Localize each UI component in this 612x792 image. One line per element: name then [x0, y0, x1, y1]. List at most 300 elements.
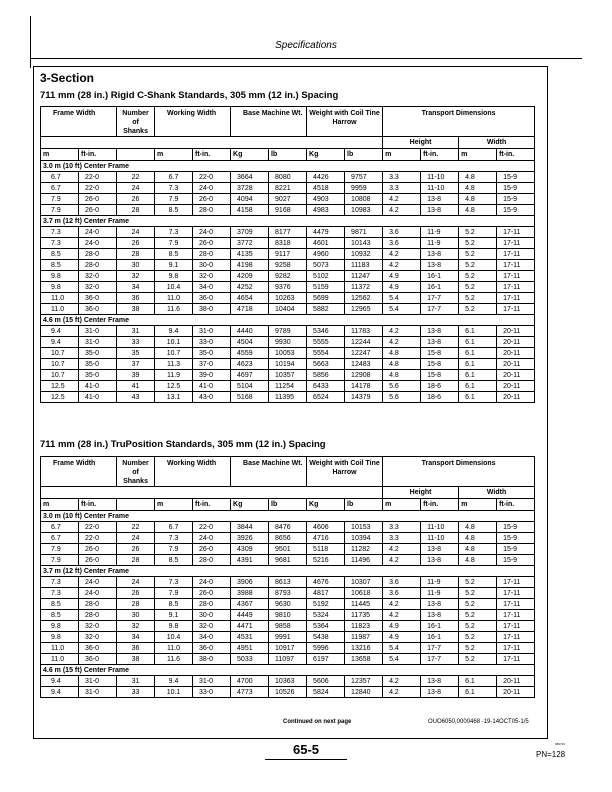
- table-cell: 17-7: [421, 304, 459, 315]
- table-cell: 11.3: [155, 359, 193, 370]
- unit-cell: ft-in.: [497, 149, 535, 161]
- table-cell: 4.8: [459, 183, 497, 194]
- table-cell: 22-0: [193, 172, 231, 183]
- table-cell: 4367: [231, 599, 269, 610]
- table-cell: 7.3: [155, 227, 193, 238]
- unit-cell: ft-in.: [79, 149, 117, 161]
- group-row: [41, 511, 535, 522]
- table-cell: 5.2: [459, 621, 497, 632]
- header-weight-coil-tine: Weight with Coil Tine Harrow: [307, 107, 383, 137]
- group-label: 3.7 m (12 ft) Center Frame: [41, 216, 535, 227]
- table-cell: 4479: [307, 227, 345, 238]
- unit-cell: m: [155, 499, 193, 511]
- table-cell: 11.6: [155, 304, 193, 315]
- table-cell: 26: [117, 194, 155, 205]
- table-cell: 11823: [345, 621, 383, 632]
- table-row: [41, 260, 535, 271]
- table-cell: 5.2: [459, 282, 497, 293]
- table-row: [41, 172, 535, 183]
- table-cell: 9630: [269, 599, 307, 610]
- table-cell: 24-0: [193, 183, 231, 194]
- table-cell: 24-0: [79, 227, 117, 238]
- table-cell: 22-0: [79, 533, 117, 544]
- table-cell: 6.1: [459, 370, 497, 381]
- table-row: [41, 348, 535, 359]
- table-cell: 28-0: [79, 599, 117, 610]
- table-cell: 11445: [345, 599, 383, 610]
- table-cell: 4951: [231, 643, 269, 654]
- table-cell: 4.8: [459, 194, 497, 205]
- table-cell: 8793: [269, 588, 307, 599]
- table-cell: 5159: [307, 282, 345, 293]
- table-cell: 8221: [269, 183, 307, 194]
- table-cell: 17-11: [497, 632, 535, 643]
- table-cell: 12357: [345, 676, 383, 687]
- table-cell: 5033: [231, 654, 269, 665]
- group-row: [41, 216, 535, 227]
- table-cell: 34-0: [193, 282, 231, 293]
- table-cell: 7.3: [155, 533, 193, 544]
- table-cell: 11-9: [421, 577, 459, 588]
- table-cell: 4.2: [383, 194, 421, 205]
- table-cell: 34: [117, 282, 155, 293]
- table-cell: 5.6: [383, 392, 421, 403]
- table-cell: 4.8: [383, 359, 421, 370]
- table-cell: 5118: [307, 544, 345, 555]
- table-cell: 24-0: [193, 227, 231, 238]
- table-cell: 12483: [345, 359, 383, 370]
- table-cell: 32-0: [79, 621, 117, 632]
- table-cell: 22-0: [79, 522, 117, 533]
- table-cell: 11-9: [421, 238, 459, 249]
- header-title: Specifications: [275, 40, 337, 51]
- table-cell: 11.0: [41, 654, 79, 665]
- table-cell: 4094: [231, 194, 269, 205]
- table-cell: 4471: [231, 621, 269, 632]
- table-cell: 12908: [345, 370, 383, 381]
- table-cell: 17-11: [497, 654, 535, 665]
- table-cell: 6.7: [41, 183, 79, 194]
- table-cell: 10.7: [41, 370, 79, 381]
- table-cell: 7.9: [41, 555, 79, 566]
- table-cell: 35: [117, 348, 155, 359]
- table-cell: 10618: [345, 588, 383, 599]
- table-row: [41, 676, 535, 687]
- unit-cell: lb: [269, 499, 307, 511]
- table-cell: 38: [117, 304, 155, 315]
- table-cell: 33: [117, 337, 155, 348]
- table-cell: 17-11: [497, 610, 535, 621]
- table-cell: 11372: [345, 282, 383, 293]
- table-cell: 4531: [231, 632, 269, 643]
- table-cell: 3709: [231, 227, 269, 238]
- table-cell: 9810: [269, 610, 307, 621]
- header-number-of-shanks: Number of Shanks: [117, 457, 155, 487]
- table-cell: 35-0: [79, 370, 117, 381]
- table-cell: 5.2: [459, 588, 497, 599]
- header-number-of-shanks: Number of Shanks: [117, 107, 155, 137]
- header-base-machine-weight: Base Machine Wt.: [231, 107, 307, 137]
- table-cell: 4.2: [383, 260, 421, 271]
- table-cell: 9930: [269, 337, 307, 348]
- table-cell: 4.2: [383, 599, 421, 610]
- group-row: [41, 566, 535, 577]
- table-cell: 7.9: [155, 194, 193, 205]
- table-row: [41, 205, 535, 216]
- table-cell: 43: [117, 392, 155, 403]
- table-cell: 9376: [269, 282, 307, 293]
- table-cell: 31-0: [79, 326, 117, 337]
- table-cell: 5663: [307, 359, 345, 370]
- table-cell: 4.8: [459, 172, 497, 183]
- table-cell: 4209: [231, 271, 269, 282]
- units-row: [41, 499, 535, 511]
- table-cell: 17-11: [497, 227, 535, 238]
- table-cell: 15-9: [497, 555, 535, 566]
- table-cell: 10363: [269, 676, 307, 687]
- table-row: [41, 271, 535, 282]
- header-working-width: Working Width: [155, 457, 231, 487]
- table-cell: 6.1: [459, 381, 497, 392]
- table-cell: 32: [117, 621, 155, 632]
- table-cell: 20-11: [497, 676, 535, 687]
- table-cell: 9858: [269, 621, 307, 632]
- table-cell: 6.7: [155, 172, 193, 183]
- table-cell: 3.3: [383, 172, 421, 183]
- table-cell: 13-8: [421, 676, 459, 687]
- table-cell: 5.2: [459, 293, 497, 304]
- table-cell: 4504: [231, 337, 269, 348]
- table-cell: 5.2: [459, 632, 497, 643]
- table-row: [41, 522, 535, 533]
- table-cell: 3906: [231, 577, 269, 588]
- table-cell: 28: [117, 599, 155, 610]
- table-cell: 26-0: [193, 194, 231, 205]
- table-cell: 16-1: [421, 632, 459, 643]
- table-cell: 3.3: [383, 522, 421, 533]
- table-cell: 6.1: [459, 359, 497, 370]
- pn-label: PN=128: [536, 750, 566, 759]
- table-cell: 5.4: [383, 293, 421, 304]
- table-cell: 14178: [345, 381, 383, 392]
- blank-cell: [41, 487, 383, 499]
- table-cell: 16-1: [421, 282, 459, 293]
- table-row: [41, 643, 535, 654]
- table-cell: 12965: [345, 304, 383, 315]
- table-cell: 4.2: [383, 326, 421, 337]
- table-cell: 4198: [231, 260, 269, 271]
- table-cell: 32-0: [79, 282, 117, 293]
- table-cell: 31: [117, 676, 155, 687]
- table-row: [41, 293, 535, 304]
- document-code: OUO6050,0000468 -19-14OCT05-1/5: [428, 719, 529, 725]
- table-cell: 4.2: [383, 555, 421, 566]
- table-cell: 35-0: [193, 348, 231, 359]
- table-row: [41, 304, 535, 315]
- table-cell: 11282: [345, 544, 383, 555]
- table-cell: 4309: [231, 544, 269, 555]
- table-cell: 15-9: [497, 183, 535, 194]
- table-cell: 7.9: [41, 544, 79, 555]
- unit-cell: lb: [345, 499, 383, 511]
- table-cell: 4.2: [383, 544, 421, 555]
- table-cell: 15-9: [497, 533, 535, 544]
- spec-table-truposition: [40, 456, 535, 698]
- table-cell: 16-1: [421, 271, 459, 282]
- table-cell: 4773: [231, 687, 269, 698]
- table-cell: 3926: [231, 533, 269, 544]
- table-cell: 5882: [307, 304, 345, 315]
- table-cell: 11-10: [421, 183, 459, 194]
- table-cell: 9.4: [41, 676, 79, 687]
- table-cell: 10404: [269, 304, 307, 315]
- table-cell: 7.9: [155, 544, 193, 555]
- unit-cell: m: [383, 149, 421, 161]
- table-cell: 8476: [269, 522, 307, 533]
- table-cell: 24: [117, 577, 155, 588]
- table-cell: 28: [117, 249, 155, 260]
- table-cell: 28: [117, 205, 155, 216]
- table-cell: 11987: [345, 632, 383, 643]
- table-cell: 9.8: [41, 282, 79, 293]
- table-cell: 3.6: [383, 588, 421, 599]
- table-cell: 5.2: [459, 249, 497, 260]
- table-cell: 5192: [307, 599, 345, 610]
- table-cell: 5216: [307, 555, 345, 566]
- table-cell: 36-0: [79, 293, 117, 304]
- table-cell: 5.6: [383, 381, 421, 392]
- table-cell: 6.7: [155, 522, 193, 533]
- table-cell: 20-11: [497, 687, 535, 698]
- unit-cell: ft-in.: [193, 149, 231, 161]
- table-cell: 11-9: [421, 588, 459, 599]
- table-cell: 13-8: [421, 544, 459, 555]
- table-cell: 4718: [231, 304, 269, 315]
- table-row: [41, 610, 535, 621]
- table-cell: 9991: [269, 632, 307, 643]
- table-cell: 22-0: [193, 522, 231, 533]
- table-cell: 5102: [307, 271, 345, 282]
- table-cell: 12247: [345, 348, 383, 359]
- table-cell: 20-11: [497, 381, 535, 392]
- table-cell: 4.8: [383, 348, 421, 359]
- table-row: [41, 282, 535, 293]
- table-cell: 13-8: [421, 599, 459, 610]
- table-cell: 8.5: [41, 599, 79, 610]
- table-cell: 8318: [269, 238, 307, 249]
- table-cell: 5555: [307, 337, 345, 348]
- table-cell: 7.9: [155, 588, 193, 599]
- table-cell: 9027: [269, 194, 307, 205]
- table-row: [41, 392, 535, 403]
- table-cell: 9.4: [41, 326, 79, 337]
- table-cell: 10.4: [155, 282, 193, 293]
- table-cell: 24-0: [79, 577, 117, 588]
- table-cell: 13-8: [421, 610, 459, 621]
- table-cell: 8656: [269, 533, 307, 544]
- table-cell: 32-0: [79, 632, 117, 643]
- table-cell: 4.2: [383, 249, 421, 260]
- table-cell: 30: [117, 610, 155, 621]
- table-cell: 9282: [269, 271, 307, 282]
- unit-cell: ft-in.: [421, 149, 459, 161]
- table-cell: 4.8: [383, 370, 421, 381]
- header-frame-width: Frame Width: [41, 107, 117, 137]
- table-cell: 17-11: [497, 238, 535, 249]
- header-row: [41, 457, 535, 487]
- table-cell: 10053: [269, 348, 307, 359]
- table-cell: 26: [117, 544, 155, 555]
- table-cell: 13658: [345, 654, 383, 665]
- table-cell: 17-11: [497, 282, 535, 293]
- table-cell: 5.2: [459, 643, 497, 654]
- table-cell: 15-8: [421, 370, 459, 381]
- table-cell: 32-0: [193, 621, 231, 632]
- table-cell: 17-11: [497, 249, 535, 260]
- group-label: 3.7 m (12 ft) Center Frame: [41, 566, 535, 577]
- table-cell: 9168: [269, 205, 307, 216]
- table-cell: 10153: [345, 522, 383, 533]
- table-cell: 13-8: [421, 337, 459, 348]
- table-cell: 28-0: [193, 555, 231, 566]
- table-cell: 4817: [307, 588, 345, 599]
- table-cell: 22-0: [79, 172, 117, 183]
- table-cell: 28-0: [193, 599, 231, 610]
- unit-cell: [117, 149, 155, 161]
- table-cell: 6.7: [41, 172, 79, 183]
- table-cell: 4623: [231, 359, 269, 370]
- table-cell: 17-11: [497, 621, 535, 632]
- table-cell: 28: [117, 555, 155, 566]
- header-height: Height: [383, 137, 459, 149]
- table-cell: 9.8: [155, 621, 193, 632]
- table-cell: 10.1: [155, 687, 193, 698]
- table-cell: 9.4: [41, 687, 79, 698]
- header-transport-dimensions: Transport Dimensions: [383, 457, 535, 487]
- table-cell: 10.4: [155, 632, 193, 643]
- table-cell: 16-1: [421, 621, 459, 632]
- table-cell: 4601: [307, 238, 345, 249]
- table-cell: 4.8: [459, 522, 497, 533]
- table-cell: 31-0: [79, 687, 117, 698]
- table-cell: 7.3: [155, 577, 193, 588]
- table-cell: 8.5: [155, 599, 193, 610]
- table-cell: 8.5: [155, 249, 193, 260]
- table-cell: 11.0: [41, 304, 79, 315]
- table-cell: 20-11: [497, 348, 535, 359]
- table-cell: 11097: [269, 654, 307, 665]
- table-cell: 17-11: [497, 271, 535, 282]
- table-cell: 8080: [269, 172, 307, 183]
- table-cell: 4697: [231, 370, 269, 381]
- table-row: [41, 632, 535, 643]
- table-cell: 18-6: [421, 381, 459, 392]
- table-cell: 11.0: [155, 643, 193, 654]
- table-cell: 5824: [307, 687, 345, 698]
- table-cell: 36-0: [193, 293, 231, 304]
- table-cell: 11254: [269, 381, 307, 392]
- header-working-width: Working Width: [155, 107, 231, 137]
- table-cell: 7.9: [155, 238, 193, 249]
- group-label: 4.6 m (15 ft) Center Frame: [41, 315, 535, 326]
- table-cell: 15-8: [421, 348, 459, 359]
- revision-code: 080716: [555, 742, 566, 746]
- table-cell: 17-11: [497, 588, 535, 599]
- table-cell: 9.8: [41, 632, 79, 643]
- table-cell: 11.0: [41, 643, 79, 654]
- table-cell: 20-11: [497, 359, 535, 370]
- table-cell: 22: [117, 172, 155, 183]
- table-cell: 41-0: [79, 381, 117, 392]
- table-cell: 39-0: [193, 370, 231, 381]
- table-cell: 3.6: [383, 577, 421, 588]
- header-weight-coil-tine: Weight with Coil Tine Harrow: [307, 457, 383, 487]
- table-cell: 12.5: [155, 381, 193, 392]
- table-cell: 9258: [269, 260, 307, 271]
- table-cell: 26-0: [79, 544, 117, 555]
- table-cell: 6.1: [459, 348, 497, 359]
- table-cell: 11-10: [421, 522, 459, 533]
- table-cell: 5606: [307, 676, 345, 687]
- table-cell: 7.3: [155, 183, 193, 194]
- table-cell: 6.1: [459, 687, 497, 698]
- table-cell: 5.2: [459, 271, 497, 282]
- group-row: [41, 161, 535, 172]
- table-cell: 10.7: [41, 359, 79, 370]
- table-cell: 10394: [345, 533, 383, 544]
- table-row: [41, 238, 535, 249]
- table-row: [41, 588, 535, 599]
- table-cell: 26-0: [79, 555, 117, 566]
- table-cell: 5364: [307, 621, 345, 632]
- table-cell: 24-0: [79, 588, 117, 599]
- table-cell: 9959: [345, 183, 383, 194]
- unit-cell: Kg: [231, 499, 269, 511]
- table-cell: 5856: [307, 370, 345, 381]
- table-cell: 35-0: [79, 348, 117, 359]
- table-cell: 10983: [345, 205, 383, 216]
- table-cell: 15-8: [421, 359, 459, 370]
- table-cell: 41-0: [193, 381, 231, 392]
- unit-cell: Kg: [231, 149, 269, 161]
- header-base-machine-weight: Base Machine Wt.: [231, 457, 307, 487]
- table-cell: 4426: [307, 172, 345, 183]
- unit-cell: ft-in.: [497, 499, 535, 511]
- table-cell: 33: [117, 687, 155, 698]
- table-cell: 3.6: [383, 227, 421, 238]
- table-cell: 24: [117, 227, 155, 238]
- table-cell: 4440: [231, 326, 269, 337]
- table-cell: 26-0: [79, 194, 117, 205]
- table-cell: 34: [117, 632, 155, 643]
- table-cell: 4.8: [459, 544, 497, 555]
- table-cell: 8.5: [155, 205, 193, 216]
- table-cell: 4.2: [383, 610, 421, 621]
- table-cell: 37-0: [193, 359, 231, 370]
- header-width: Width: [459, 137, 535, 149]
- table-cell: 5.2: [459, 238, 497, 249]
- table-cell: 26-0: [79, 205, 117, 216]
- table-cell: 7.3: [41, 577, 79, 588]
- table-cell: 9757: [345, 172, 383, 183]
- table-cell: 4960: [307, 249, 345, 260]
- blank-cell: [41, 137, 383, 149]
- unit-cell: m: [459, 149, 497, 161]
- table-cell: 5.2: [459, 577, 497, 588]
- table-cell: 39: [117, 370, 155, 381]
- table-cell: 36-0: [79, 654, 117, 665]
- table-cell: 11-10: [421, 172, 459, 183]
